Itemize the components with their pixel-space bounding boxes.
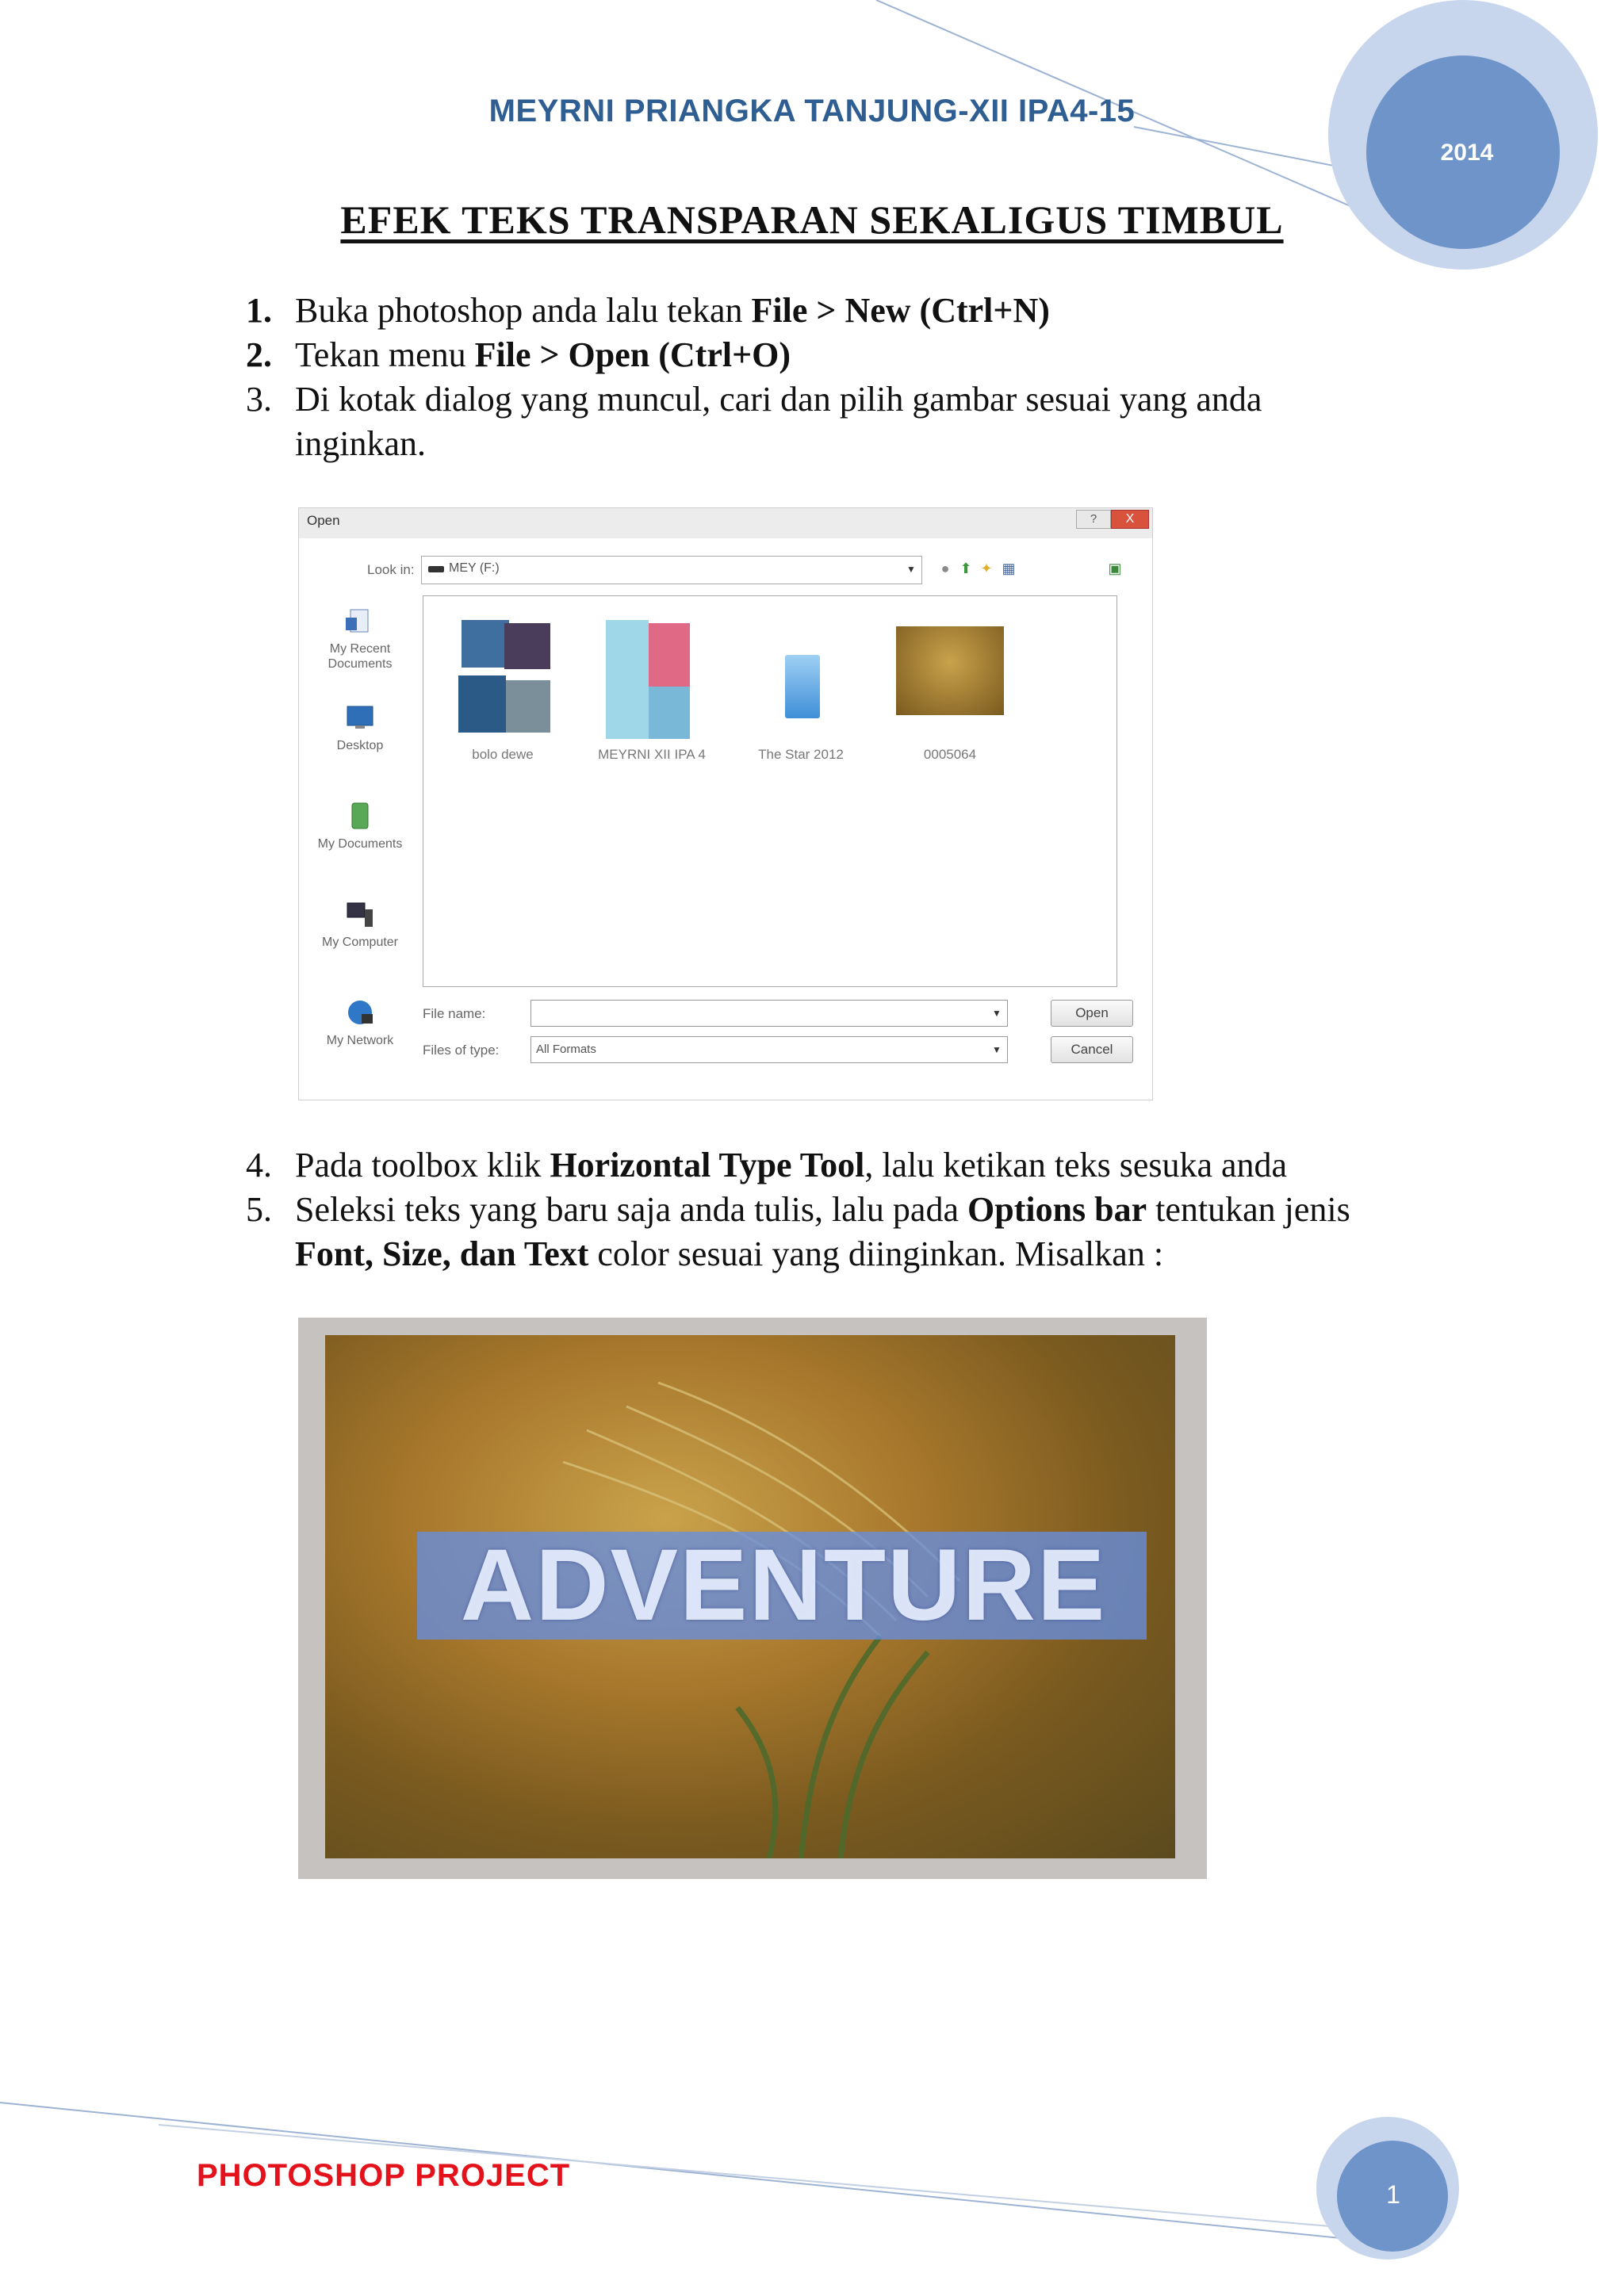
step-text: Seleksi teks yang baru saja anda tulis, lalu pada Options bar tentukan jenis Font, Size, dan Text color sesuai yang diinginkan. Misalkan : xyxy=(295,1190,1350,1273)
back-icon[interactable]: ● xyxy=(940,561,950,576)
help-button[interactable]: ? xyxy=(1076,510,1111,529)
page-number: 1 xyxy=(1386,2180,1400,2209)
step-number: 5. xyxy=(246,1190,272,1229)
place-my-network[interactable]: My Network xyxy=(310,997,410,1048)
step-number: 2. xyxy=(246,335,272,374)
files-of-type-label: Files of type: xyxy=(423,1043,500,1058)
close-button[interactable]: X xyxy=(1111,510,1149,529)
list-item xyxy=(0,1188,1624,1276)
place-my-documents[interactable]: My Documents xyxy=(310,800,410,851)
file-name-input[interactable] xyxy=(530,1000,1008,1027)
header-author: MEYRNI PRIANGKA TANJUNG-XII IPA4-15 xyxy=(488,94,1136,128)
footer-project: PHOTOSHOP PROJECT xyxy=(197,2158,571,2193)
wheat-photo xyxy=(325,1335,1175,1858)
places-bar xyxy=(310,595,410,1100)
place-my-computer[interactable]: My Computer xyxy=(310,898,410,950)
recent-documents-icon xyxy=(344,605,376,637)
step-number: 4. xyxy=(246,1146,272,1184)
step-number: 1. xyxy=(246,291,272,330)
file-item[interactable] xyxy=(879,620,1021,763)
open-button[interactable]: Open xyxy=(1051,1000,1133,1027)
my-documents-icon xyxy=(344,800,376,832)
chevron-down-icon[interactable]: ▼ xyxy=(906,564,916,575)
file-thumbnail xyxy=(455,620,550,739)
step-text: Buka photoshop anda lalu tekan File > New (Ctrl+N) xyxy=(295,291,1050,330)
look-in-label: Look in: xyxy=(367,562,415,577)
chevron-down-icon[interactable]: ▼ xyxy=(992,1008,1002,1019)
file-thumbnail xyxy=(604,620,699,739)
file-list xyxy=(423,595,1117,987)
my-computer-icon xyxy=(344,898,376,930)
step-text: Tekan menu File > Open (Ctrl+O) xyxy=(295,335,791,374)
look-in-dropdown[interactable] xyxy=(421,556,922,584)
example-image-frame xyxy=(298,1318,1207,1879)
open-dialog-screenshot xyxy=(298,507,1153,1100)
dialog-titlebar xyxy=(299,508,1152,538)
file-item[interactable] xyxy=(431,620,574,763)
file-item[interactable] xyxy=(580,620,723,763)
file-name: MEYRNI XII IPA 4 xyxy=(598,747,706,762)
list-item xyxy=(0,289,1624,333)
dialog-title: Open xyxy=(307,513,340,528)
up-folder-icon[interactable]: ⬆ xyxy=(959,561,972,576)
desktop-folder-icon[interactable]: ▣ xyxy=(1108,561,1122,576)
file-item[interactable] xyxy=(730,620,872,763)
file-name: bolo dewe xyxy=(472,747,534,762)
step-text: Di kotak dialog yang muncul, cari dan pilih gambar sesuai yang anda inginkan. xyxy=(295,380,1262,463)
cancel-button[interactable]: Cancel xyxy=(1051,1036,1133,1063)
desktop-icon xyxy=(344,702,376,733)
new-folder-icon[interactable]: ✦ xyxy=(980,561,993,576)
file-thumbnail xyxy=(896,620,1004,739)
list-item xyxy=(0,333,1624,377)
look-in-value: MEY (F:) xyxy=(449,561,500,575)
document-title: EFEK TEKS TRANSPARAN SEKALIGUS TIMBUL xyxy=(340,197,1284,242)
file-name-label: File name: xyxy=(423,1006,486,1021)
files-of-type-select[interactable]: All Formats ▼ xyxy=(530,1036,1008,1063)
list-item xyxy=(0,377,1624,466)
views-menu-icon[interactable]: ▦ xyxy=(1002,561,1016,576)
place-desktop[interactable]: Desktop xyxy=(310,702,410,753)
drive-icon xyxy=(428,566,444,572)
file-name: 0005064 xyxy=(923,747,977,762)
file-name: The Star 2012 xyxy=(758,747,844,762)
step-text: Pada toolbox klik Horizontal Type Tool, lalu ketikan teks sesuka anda xyxy=(295,1146,1288,1184)
folder-icon xyxy=(753,620,848,739)
header-year: 2014 xyxy=(1440,140,1494,166)
chevron-down-icon[interactable]: ▼ xyxy=(992,1044,1002,1055)
step-number: 3. xyxy=(246,380,272,419)
list-item xyxy=(0,1143,1624,1188)
adventure-text: ADVENTURE xyxy=(460,1529,1107,1642)
my-network-icon xyxy=(344,997,376,1028)
place-recent-documents[interactable]: My Recent Documents xyxy=(310,605,410,672)
